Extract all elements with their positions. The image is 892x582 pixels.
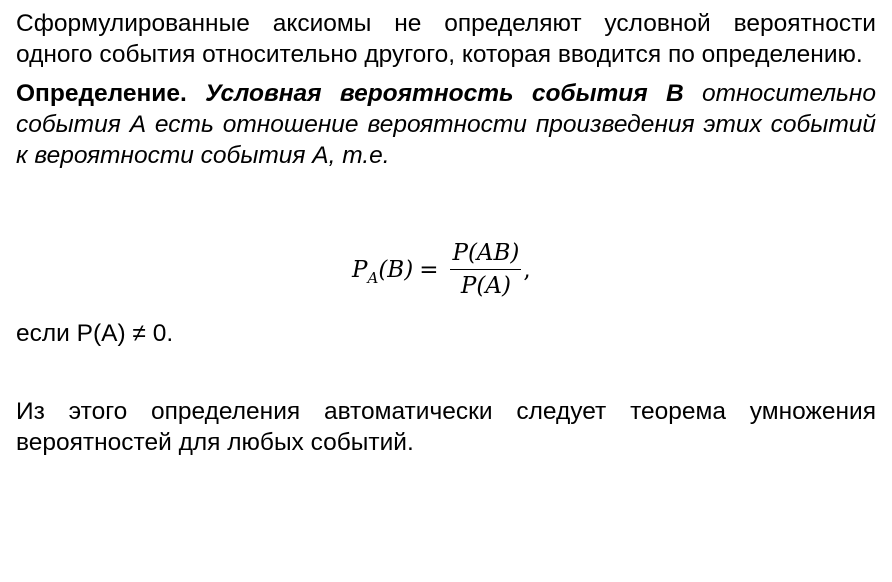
definition-label: Определение. [16, 80, 187, 107]
formula-fraction [450, 240, 521, 299]
formula-trailing-comma: , [523, 256, 531, 283]
definition-paragraph [16, 78, 876, 171]
intro-paragraph: Сформулированные аксиомы не определяют условной вероятности одного события относительно другого, которая вводится по определению. [16, 10, 876, 68]
condition-text: если Р(А) ≠ 0. [16, 320, 174, 347]
formula-equals: = [419, 256, 439, 283]
conclusion-paragraph: Из этого определения автоматически следует теорема умножения вероятностей для любых событий. [16, 398, 876, 456]
formula-lhs-argument: (B) [378, 256, 414, 283]
formula-numerator: P(AB) [450, 240, 521, 270]
conditional-probability-formula [352, 240, 531, 299]
formula-lhs-subscript: A [367, 268, 379, 287]
slide-content [16, 8, 876, 171]
definition-term: Условная вероятность события В [205, 80, 684, 107]
formula-lhs-letter: P [352, 256, 368, 283]
definition-body: относительно события А есть отношение вероятности произведения этих событий к вероятности события А, т.е. [16, 80, 877, 169]
formula-denominator: P(A) [460, 273, 511, 299]
